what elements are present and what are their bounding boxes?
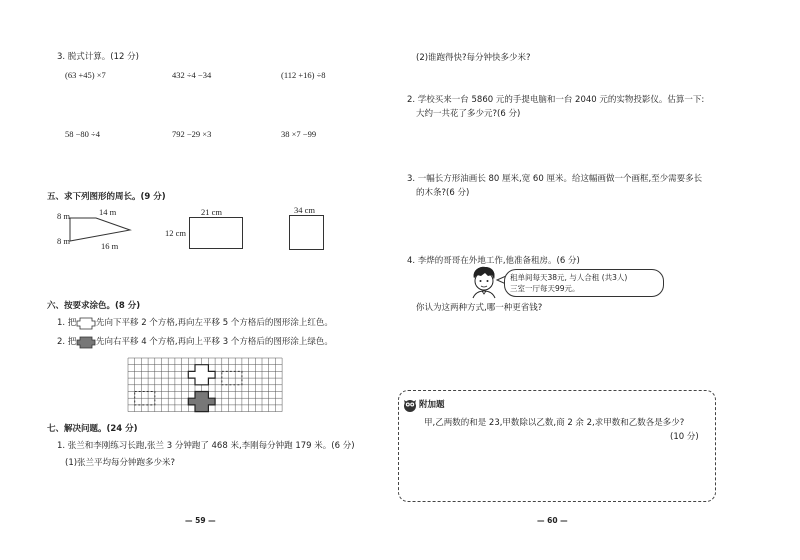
expr-2: 432 ÷4 −34 — [172, 70, 212, 80]
quad-label-bottom: 16 m — [101, 241, 119, 251]
square-label: 34 cm — [294, 205, 316, 215]
speech-line2: 三室一厅每天99元。 — [510, 284, 580, 293]
expr-4: 58 −80 ÷4 — [65, 129, 100, 139]
grid-filled-shape — [188, 392, 215, 412]
q2-line2: 大约一共花了多少元?(6 分) — [416, 109, 521, 119]
bonus-line2: (10 分) — [670, 432, 699, 442]
q4-question: 你认为这两种方式,哪一种更省钱? — [416, 303, 543, 313]
sec6-item1-text: 先向下平移 2 个方格,再向左平移 5 个方格后的图形涂上红色。 — [96, 318, 333, 328]
coloring-grid — [128, 358, 288, 416]
quad-label-left-top: 8 m — [57, 211, 70, 221]
owl-icon — [403, 396, 417, 412]
bonus-box — [398, 390, 716, 502]
q3-line2: 的木条?(6 分) — [416, 188, 470, 198]
section5-title: 五、求下列图形的周长。(9 分) — [47, 192, 166, 202]
person-illustration — [468, 266, 500, 298]
q1-part2: (2)谁跑得快?每分钟快多少米? — [416, 53, 531, 63]
sec7-q1-part1: (1)张兰平均每分钟跑多少米? — [65, 458, 176, 468]
sec6-item1-prefix: 1. 把 — [57, 318, 77, 328]
page-number-left: — 59 — — [185, 516, 216, 525]
square-shape — [289, 215, 324, 250]
speech-line1: 租单间每天38元, 与人合租 (共3人) — [510, 273, 628, 282]
section7-title: 七、解决问题。(24 分) — [47, 424, 138, 434]
bonus-line1: 甲,乙两数的和是 23,甲数除以乙数,商 2 余 2,求甲数和乙数各是多少? — [424, 418, 685, 428]
expr-3: (112 +16) ÷8 — [281, 70, 326, 80]
sec6-item2-text: 先向右平移 4 个方格,再向上平移 3 个方格后的图形涂上绿色。 — [96, 337, 333, 347]
quad-label-top: 14 m — [99, 207, 117, 217]
page-number-right: — 60 — — [537, 516, 568, 525]
sec6-item2-prefix: 2. 把 — [57, 337, 77, 347]
expr-1: (63 +45) ×7 — [65, 70, 106, 80]
quad-label-left-bottom: 8 m — [57, 236, 70, 246]
q3-title: 3. 脱式计算。(12 分) — [57, 52, 139, 62]
expr-5: 792 −29 ×3 — [172, 129, 212, 139]
expr-6: 38 ×7 −99 — [281, 129, 317, 139]
rect-width-label: 21 cm — [201, 207, 223, 217]
rectangle-shape — [189, 217, 243, 249]
bonus-label: 附加题 — [419, 400, 445, 410]
grid-outline-shape — [188, 365, 215, 385]
outline-shape-icon — [77, 318, 95, 329]
q4-title: 4. 李烨的哥哥在外地工作,他准备租房。(6 分) — [407, 256, 580, 266]
rect-height-label: 12 cm — [165, 228, 187, 238]
sec7-q1: 1. 张兰和李刚练习长跑,张兰 3 分钟跑了 468 米,李刚每分钟跑 179 米。(6 分) — [57, 441, 355, 451]
q2-line1: 2. 学校买来一台 5860 元的手提电脑和一台 2040 元的实物投影仪。估算一下: — [407, 95, 705, 105]
filled-shape-icon — [77, 337, 95, 348]
q3-line1: 3. 一幅长方形油画长 80 厘米,宽 60 厘米。给这幅画做一个画框,至少需要多长 — [407, 174, 703, 184]
section6-title: 六、按要求涂色。(8 分) — [47, 301, 141, 311]
